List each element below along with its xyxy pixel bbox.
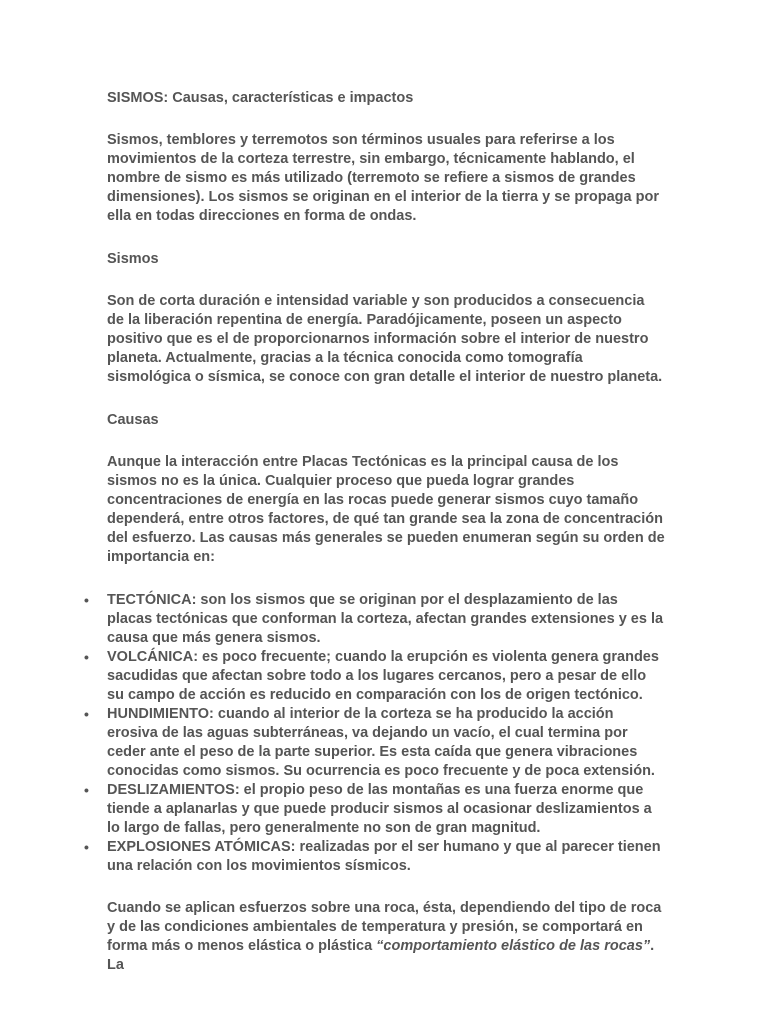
bullet-icon: • (84, 592, 89, 608)
causas-heading: Causas (107, 412, 159, 428)
closing-emphasis: “comportamiento elástico de las rocas” (376, 938, 651, 954)
sismos-paragraph: Son de corta duración e intensidad variable y son producidos a consecuencia de la liberación repentina de energía. Paradójicamente, poseen un aspecto positivo que es el de proporcionarnos información sobre el interior de nuestro planeta. Actualmente, gracias a la técnica conocida como tomografía sismológica o sísmica, se conoce con gran detalle el interior de nuestro planeta. (107, 293, 663, 385)
page-title: SISMOS: Causas, características e impactos (107, 90, 414, 106)
list-item-text: VOLCÁNICA: es poco frecuente; cuando la erupción es violenta genera grandes sacudidas que afectan sobre todo a los lugares cercanos, pero a pesar de ello su campo de acción es reducido en comparación con los de origen tectónico. (107, 649, 659, 703)
list-item-text: TECTÓNICA: son los sismos que se originan por el desplazamiento de las placas tectónicas que conforman la corteza, afectan grandes extensiones y es la causa que más genera sismos. (107, 592, 664, 646)
intro-paragraph: Sismos, temblores y terremotos son términos usuales para referirse a los movimientos de la corteza terrestre, sin embargo, técnicamente hablando, el nombre de sismo es más utilizado (terremoto se refiere a sismos de grandes dimensiones). Los sismos se originan en el interior de la tierra y se propaga por ella en todas direcciones en forma de ondas. (107, 132, 659, 224)
bullet-icon: • (84, 649, 89, 665)
list-item-text: EXPLOSIONES ATÓMICAS: realizadas por el ser humano y que al parecer tienen una relación con los movimientos sísmicos. (107, 839, 661, 874)
bullet-icon: • (84, 782, 89, 798)
closing-paragraph (107, 899, 665, 975)
sismos-heading: Sismos (107, 251, 159, 267)
list-item-tectonica (84, 591, 665, 648)
list-item-hundimiento (84, 705, 665, 781)
causas-paragraph: Aunque la interacción entre Placas Tectónicas es la principal causa de los sismos no es la única. Cualquier proceso que pueda lograr grandes concentraciones de energía en las rocas puede generar sismos cuyo tamaño dependerá, entre otros factores, de qué tan grande sea la zona de concentración del esfuerzo. Las causas más generales se pueden enumeran según su orden de importancia en: (107, 454, 665, 565)
bullet-icon: • (84, 839, 89, 855)
document-page (84, 89, 665, 975)
list-item-volcanica (84, 648, 665, 705)
closing-text-end: . La (107, 938, 655, 973)
list-item-text: HUNDIMIENTO: cuando al interior de la corteza se ha producido la acción erosiva de las aguas subterráneas, va dejando un vacío, el cual termina por ceder ante el peso de la parte superior. Es esta caída que genera vibraciones conocidas como sismos. Su ocurrencia es poco frecuente y de poca extensión. (107, 706, 655, 779)
list-item-explosiones (84, 838, 665, 876)
bullet-icon: • (84, 706, 89, 722)
list-item-deslizamientos (84, 781, 665, 838)
causes-list (84, 591, 665, 876)
list-item-text: DESLIZAMIENTOS: el propio peso de las montañas es una fuerza enorme que tiende a aplanarlas y que puede producir sismos al ocasionar deslizamientos a lo largo de fallas, pero generalmente no son de gran magnitud. (107, 782, 652, 836)
closing-text: Cuando se aplican esfuerzos sobre una roca, ésta, dependiendo del tipo de roca y de las condiciones ambientales de temperatura y presión, se comportará en forma más o menos elástica o plástica (107, 900, 662, 954)
